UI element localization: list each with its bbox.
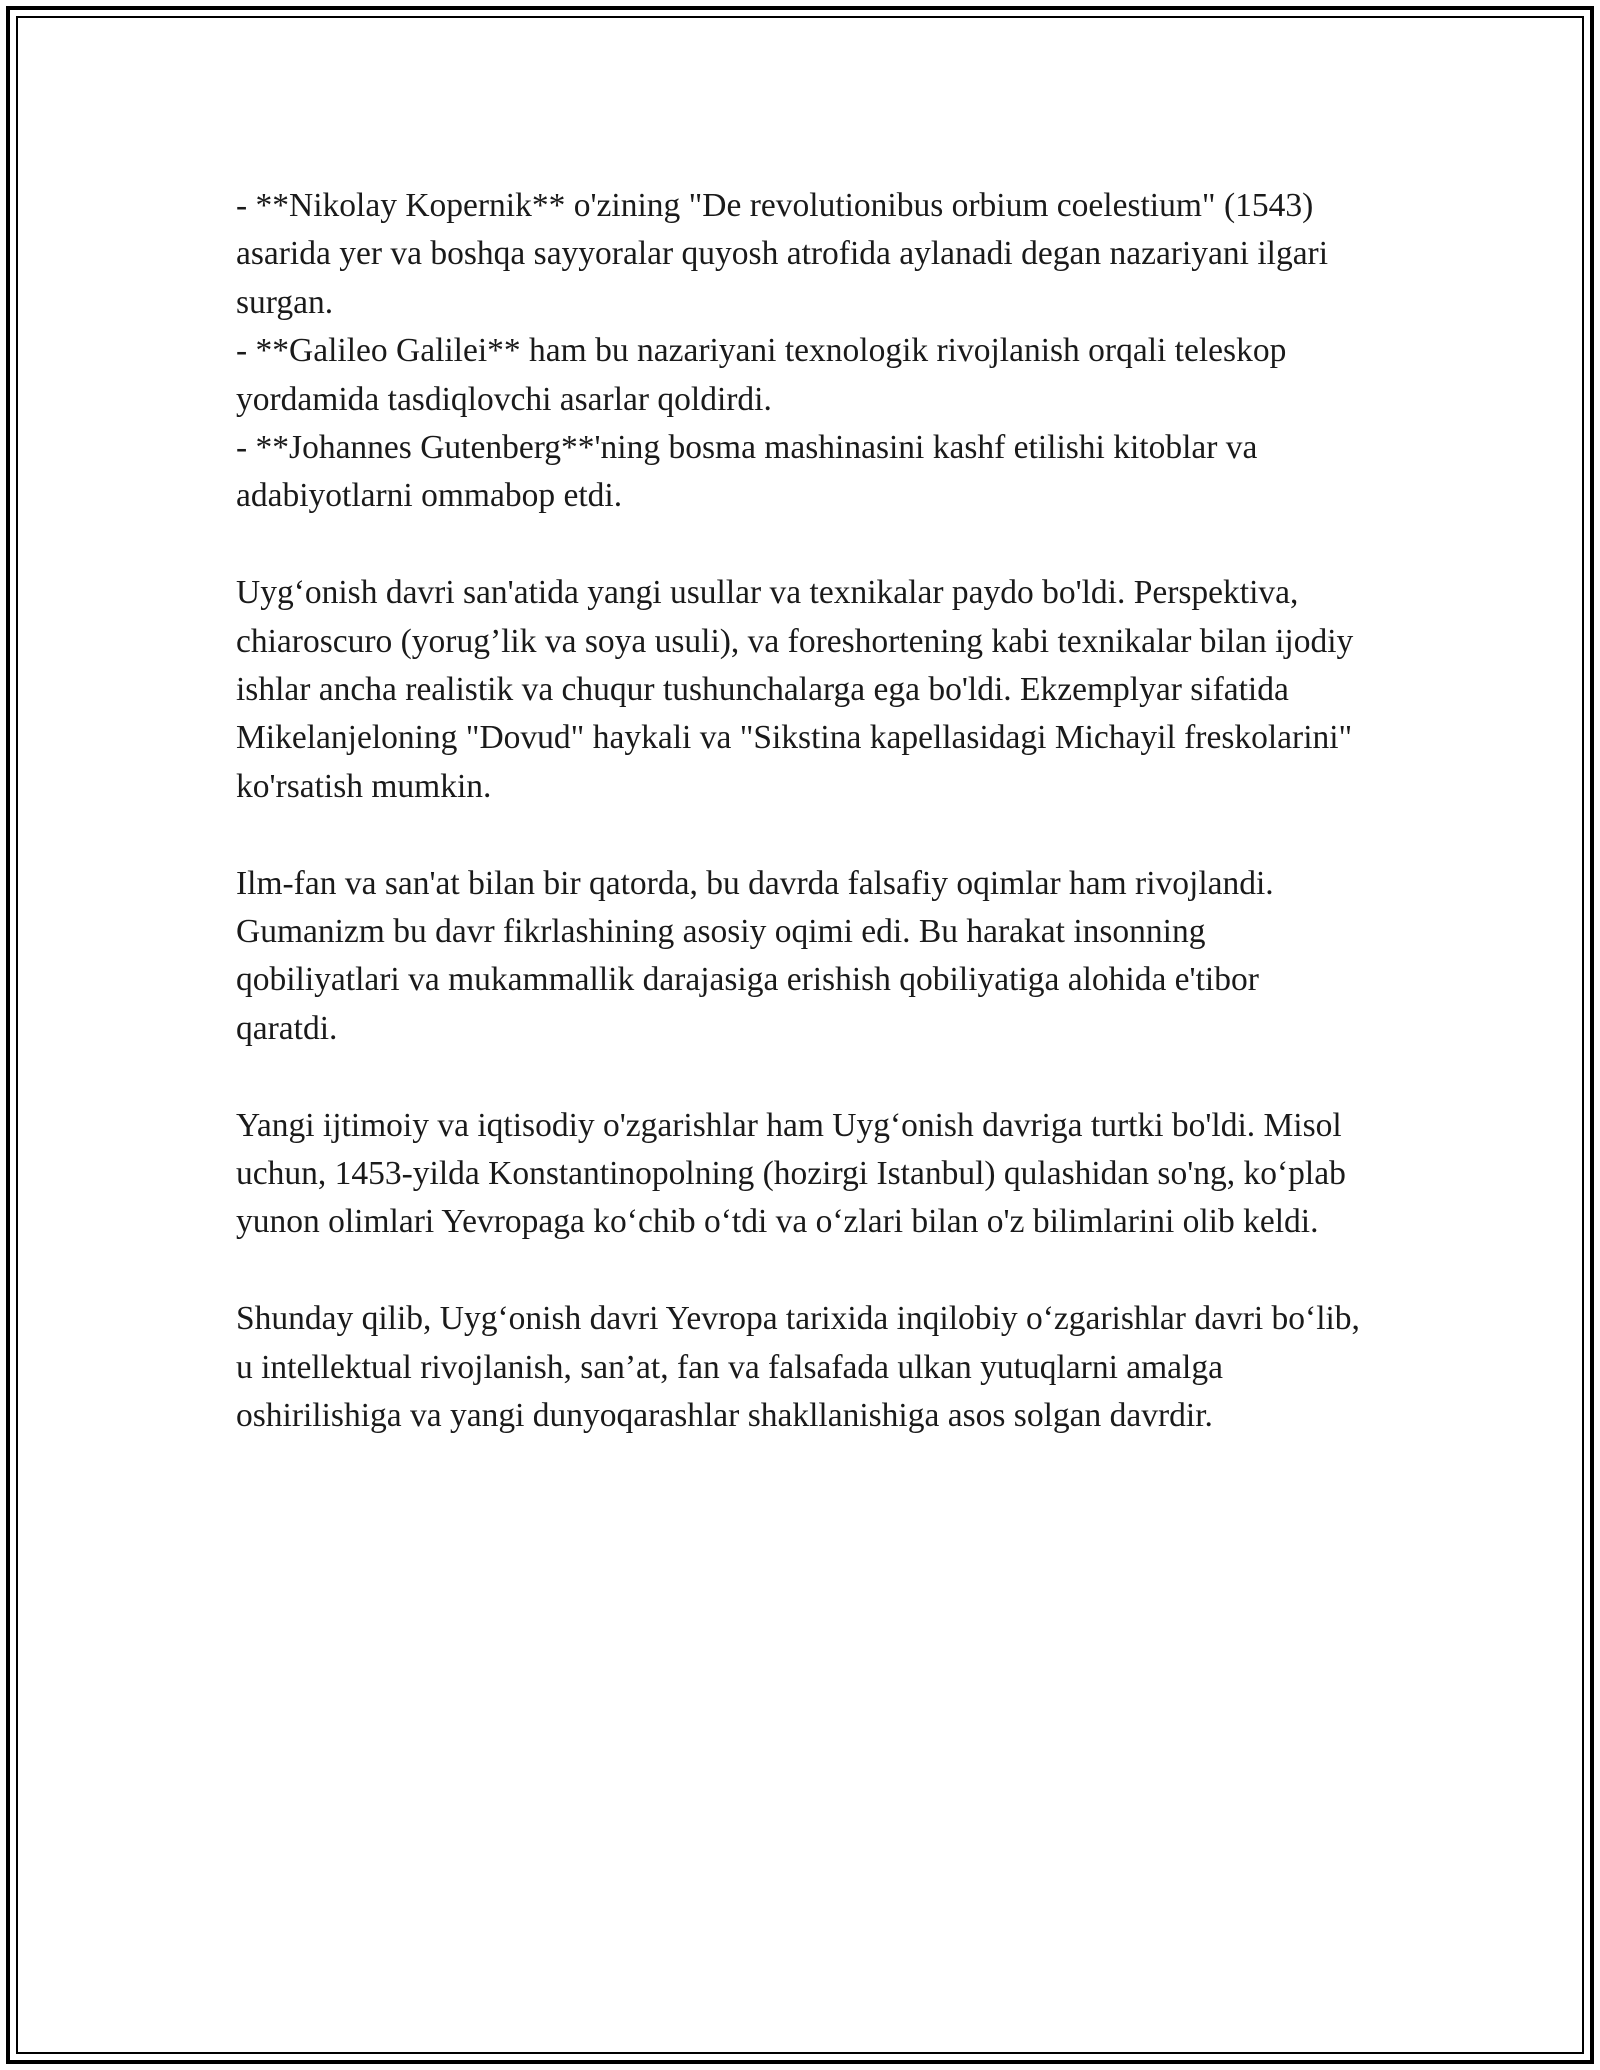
paragraph-social-changes: Yangi ijtimoiy va iqtisodiy o'zgarishlar ham Uyg‘onish davriga turtki bo'ldi. Misol uchun, 1453-yilda Konstantinopolning (hozirgi Istanbul) qulashidan so'ng, ko‘plab yunon olimlari Yevropaga ko‘chib o‘tdi va o‘zlari bilan o'z bilimlarini olib keldi. [236, 1106, 1346, 1241]
list-item-kopernik: - **Nikolay Kopernik** o'zining "De revolutionibus orbium coelestium" (1543) asarida yer va boshqa sayyoralar quyosh atrofida aylanadi degan nazariyani ilgari surgan. [236, 187, 1329, 321]
document-body [236, 182, 1366, 1489]
paragraph-art-techniques: Uyg‘onish davri san'atida yangi usullar va texnikalar paydo bo'ldi. Perspektiva, chiaroscuro (yorug’lik va soya usuli), va foreshortening kabi texnikalar bilan ijodiy ishlar ancha realistik va chuqur tushunchalarga ega bo'ldi. Ekzemplyar sifatida Mikelanjeloning "Dovud" haykali va "Sikstina kapellasidagi Michayil freskolarini" ko'rsatish mumkin. [236, 574, 1354, 805]
paragraph-conclusion: Shunday qilib, Uyg‘onish davri Yevropa tarixida inqilobiy o‘zgarishlar davri bo‘lib, u intellektual rivojlanish, san’at, fan va falsafada ulkan yutuqlarni amalga oshirilishiga va yangi dunyoqarashlar shakllanishiga asos solgan davrdir. [236, 1300, 1360, 1435]
paragraph-philosophy: Ilm-fan va san'at bilan bir qatorda, bu davrda falsafiy oqimlar ham rivojlandi. Gumanizm bu davr fikrlashining asosiy oqimi edi. Bu harakat insonning qobiliyatlari va mukammallik darajasiga erishish qobiliyatiga alohida e'tibor qaratdi. [236, 864, 1274, 1047]
list-item-galilei: - **Galileo Galilei** ham bu nazariyani texnologik rivojlanish orqali teleskop yordamida tasdiqlovchi asarlar qoldirdi. [236, 332, 1287, 418]
list-item-gutenberg: - **Johannes Gutenberg**'ning bosma mashinasini kashf etilishi kitoblar va adabiyotlarni ommabop etdi. [236, 429, 1258, 515]
